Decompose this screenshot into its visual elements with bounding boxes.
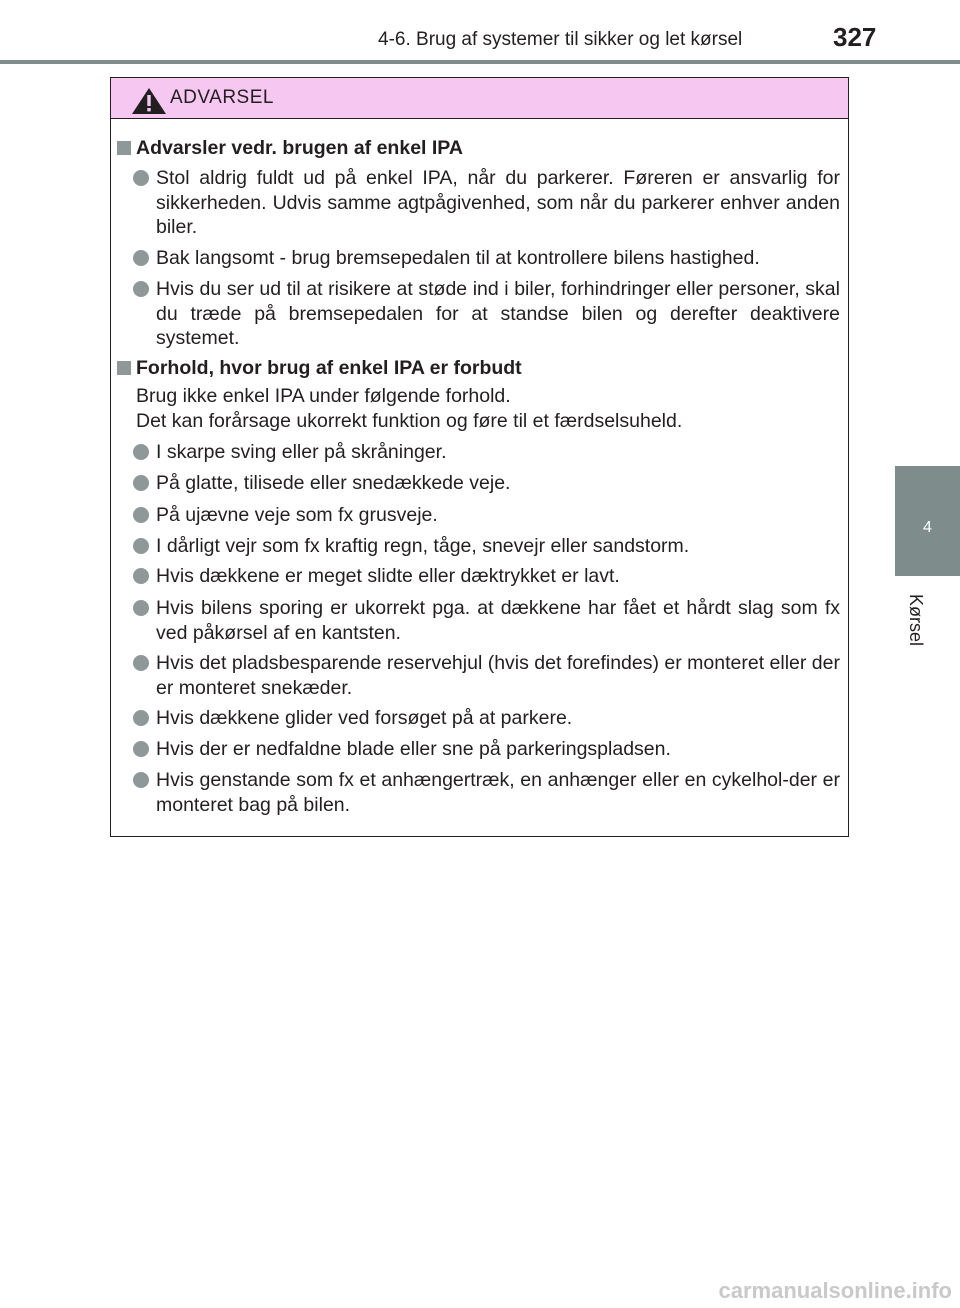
warning-header <box>111 78 848 119</box>
section-square-icon <box>117 361 131 375</box>
list-item-text: Bak langsomt - brug bremsepedalen til at kontrollere bilens hastighed. <box>156 247 760 269</box>
chapter-label <box>899 586 933 656</box>
chapter-tab[interactable] <box>895 466 960 576</box>
list-item <box>131 706 840 731</box>
watermark-text: carmanualsonline.info <box>718 1278 952 1303</box>
section-intro: Det kan forårsage ukorrekt funktion og føre til et færdselsuheld. <box>136 410 683 432</box>
bullet-dot-icon <box>133 250 149 266</box>
list-item-text: I skarpe sving eller på skråninger. <box>156 441 447 463</box>
bullet-dot-icon <box>133 655 149 671</box>
chapter-label-text: Kørsel <box>906 593 926 646</box>
list-item <box>131 564 840 589</box>
bullet-dot-icon <box>133 772 149 788</box>
list-item-text: Hvis det pladsbesparende reservehjul (hvis det forefindes) er monteret eller der er monteret snekæder. <box>156 652 840 699</box>
list-item-text: Hvis dækkene er meget slidte eller dæktrykket er lavt. <box>156 565 620 587</box>
bullet-dot-icon <box>133 710 149 726</box>
section-title: Forhold, hvor brug af enkel IPA er forbudt <box>136 357 522 379</box>
bullet-dot-icon <box>133 507 149 523</box>
bullet-dot-icon <box>133 170 149 186</box>
list-item-text: På glatte, tilisede eller snedækkede veje. <box>156 472 511 494</box>
list-item <box>131 596 840 645</box>
list-item <box>131 737 840 762</box>
list-item <box>131 471 840 496</box>
list-item <box>131 534 840 559</box>
list-item-text: I dårligt vejr som fx kraftig regn, tåge, snevejr eller sandstorm. <box>156 535 690 557</box>
watermark <box>590 1278 960 1308</box>
list-item <box>131 246 840 271</box>
list-item <box>131 277 840 351</box>
list-item <box>131 768 840 817</box>
list-item <box>131 166 840 240</box>
list-item-text: Stol aldrig fuldt ud på enkel IPA, når du parkerer. Føreren er ansvarlig for sikkerheden. Udvis samme agtpågivenhed, som når du parkerer enhver anden biler. <box>156 167 840 238</box>
list-item-text: Hvis du ser ud til at risikere at støde ind i biler, forhindringer eller personer, skal du træde på bremsepedalen for at standse bilen og derefter deaktivere systemet. <box>156 278 840 349</box>
bullet-dot-icon <box>133 600 149 616</box>
list-item <box>131 651 840 700</box>
warning-triangle-icon <box>131 87 167 115</box>
list-item-text: Hvis der er nedfaldne blade eller sne på parkeringspladsen. <box>156 738 671 760</box>
list-item <box>131 503 840 528</box>
chapter-tab-number: 4 <box>923 519 932 536</box>
bullet-dot-icon <box>133 281 149 297</box>
bullet-dot-icon <box>133 475 149 491</box>
list-item-text: Hvis dækkene glider ved forsøget på at parkere. <box>156 707 573 729</box>
warning-label: ADVARSEL <box>170 87 274 108</box>
bullet-dot-icon <box>133 741 149 757</box>
page-number: 327 <box>833 22 877 52</box>
list-item-text: Hvis genstande som fx et anhængertræk, en anhænger eller en cykelhol-der er monteret bag på bilen. <box>156 769 840 816</box>
list-item-text: Hvis bilens sporing er ukorrekt pga. at dækkene har fået et hårdt slag som fx ved påkørsel af en kantsten. <box>156 597 840 644</box>
list-item-text: På ujævne veje som fx grusveje. <box>156 504 438 526</box>
bullet-dot-icon <box>133 538 149 554</box>
header-title: 4-6. Brug af systemer til sikker og let kørsel <box>378 29 743 50</box>
bullet-dot-icon <box>133 444 149 460</box>
bullet-dot-icon <box>133 568 149 584</box>
section-intro: Brug ikke enkel IPA under følgende forhold. <box>136 385 511 407</box>
warning-box <box>110 77 849 837</box>
section-square-icon <box>117 141 131 155</box>
header-rule <box>0 60 960 64</box>
section-title: Advarsler vedr. brugen af enkel IPA <box>136 137 463 159</box>
list-item <box>131 440 840 465</box>
